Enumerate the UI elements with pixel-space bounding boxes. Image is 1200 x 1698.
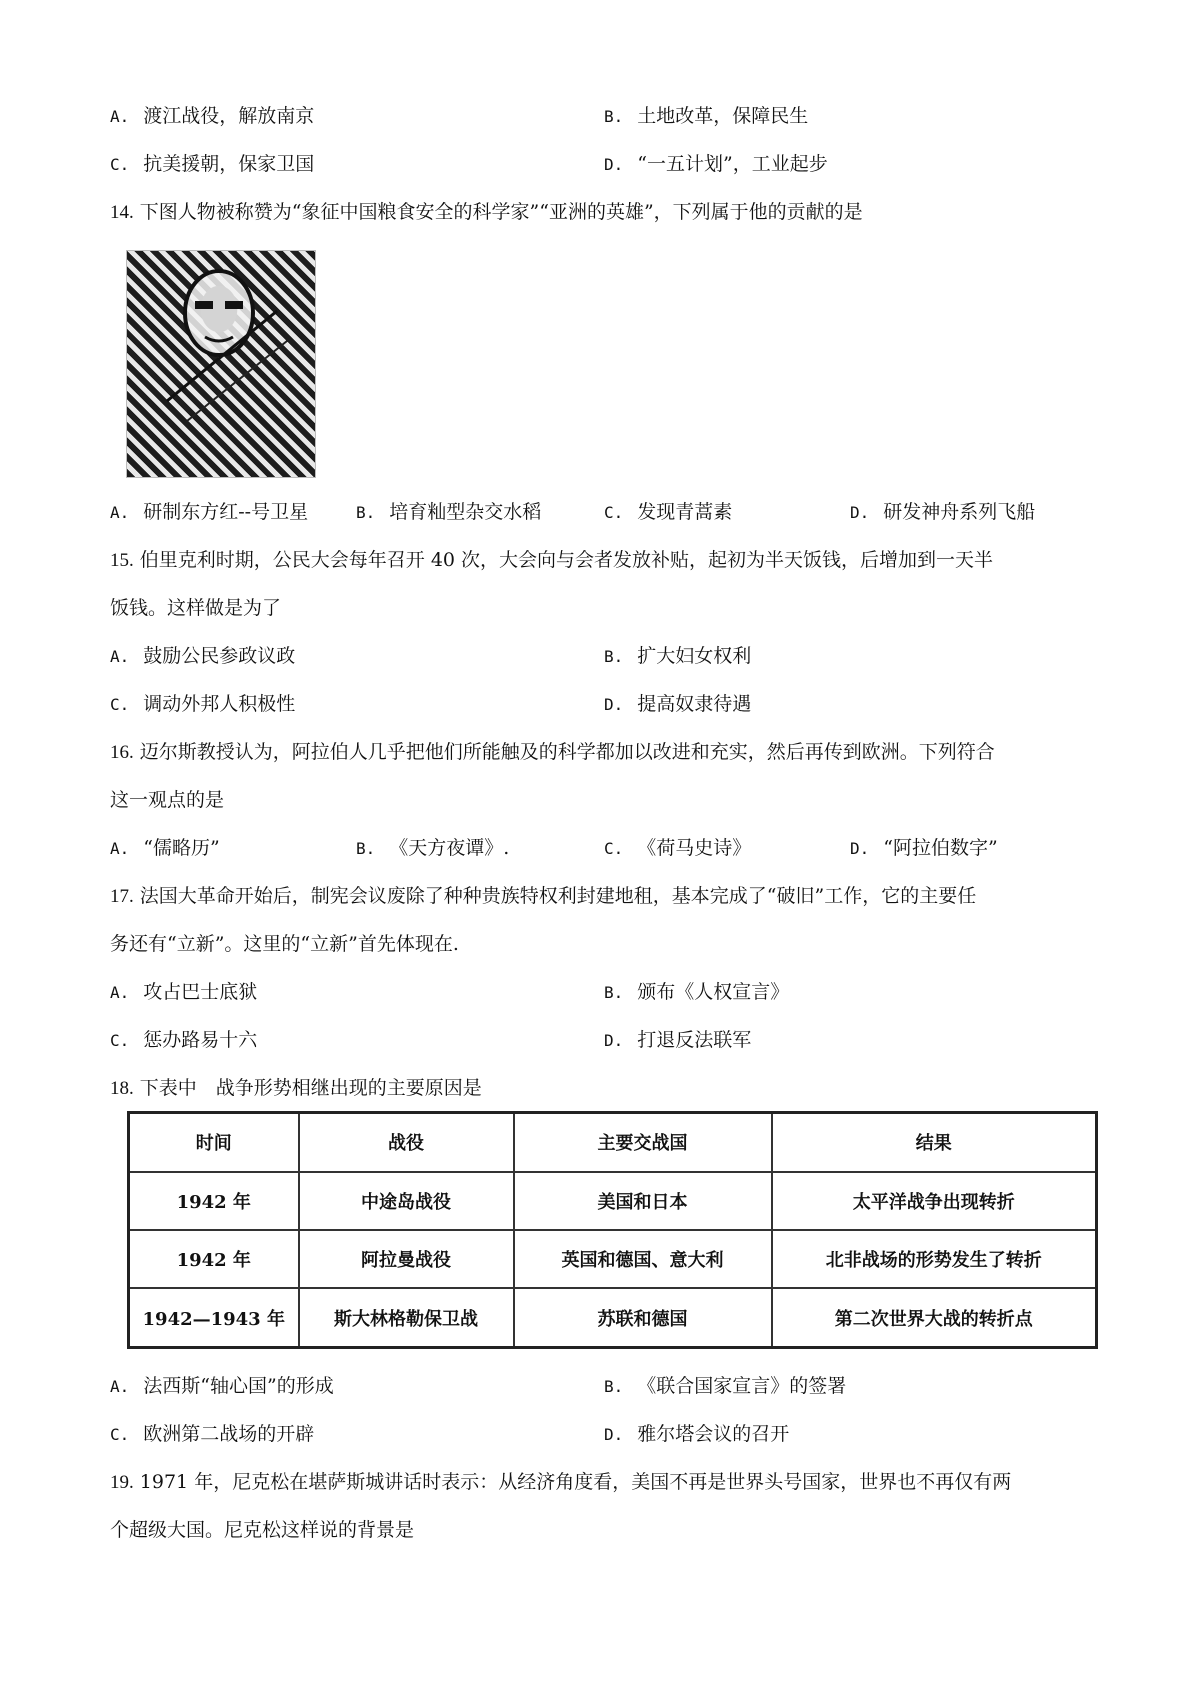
option-text: 《天方夜谭》.: [389, 837, 510, 859]
option-letter: A.: [110, 983, 130, 1002]
option-text: 提高奴隶待遇: [637, 693, 752, 715]
option-text: 研制东方红--号卫星: [143, 501, 309, 523]
table-header-cell: 结果: [772, 1113, 1097, 1172]
q17-stem-line1: [110, 884, 976, 909]
option-text: 颁布《人权宣言》: [637, 981, 790, 1003]
q15-option-c: [110, 692, 295, 717]
battle-table: [127, 1111, 1098, 1349]
option-text: 抗美援朝，保家卫国: [143, 153, 315, 175]
option-letter: B.: [604, 983, 624, 1002]
option-letter: D.: [604, 155, 624, 174]
q13-option-b: [604, 104, 808, 129]
table-row: [129, 1288, 1097, 1347]
q16-option-a: [110, 836, 220, 861]
option-text: “儒略历”: [143, 837, 220, 859]
question-text: 个超级大国。尼克松这样说的背景是: [110, 1519, 415, 1541]
question-text: 1971 年，尼克松在堪萨斯城讲话时表示：从经济角度看，美国不再是世界头号国家，世界也不再仅有两: [139, 1471, 1012, 1493]
q13-option-a: [110, 104, 314, 129]
option-letter: D.: [604, 1031, 624, 1050]
q13-option-d: [604, 152, 828, 177]
q15-stem-line1: [110, 548, 993, 573]
scientist-photo: [126, 250, 316, 478]
q18-option-b: [604, 1374, 846, 1399]
option-letter: B.: [356, 503, 376, 522]
option-text: 培育籼型杂交水稻: [389, 501, 542, 523]
question-text: 务还有“立新”。这里的“立新”首先体现在.: [110, 933, 459, 955]
question-number: 19.: [110, 1472, 134, 1493]
option-letter: B.: [604, 647, 624, 666]
table-cell: 1942 年: [129, 1230, 299, 1288]
table-cell: 英国和德国、意大利: [514, 1230, 772, 1288]
table-cell: 苏联和德国: [514, 1288, 772, 1347]
option-text: “一五计划”，工业起步: [637, 153, 828, 175]
option-text: 《荷马史诗》: [637, 837, 752, 859]
table-cell: 1942 年: [129, 1172, 299, 1230]
option-letter: A.: [110, 647, 130, 666]
question-number: 15.: [110, 550, 134, 571]
table-cell: 1942—1943 年: [129, 1288, 299, 1347]
q18-option-d: [604, 1422, 789, 1447]
q16-stem-line2: [110, 788, 224, 812]
q18-stem: [110, 1076, 482, 1101]
option-text: 攻占巴士底狱: [143, 981, 258, 1003]
q17-option-a: [110, 980, 257, 1005]
question-text: 伯里克利时期，公民大会每年召开 40 次，大会向与会者发放补贴，起初为半天饭钱，后增加到一天半: [139, 549, 994, 571]
option-text: 欧洲第二战场的开辟: [143, 1423, 315, 1445]
option-letter: C.: [110, 1031, 130, 1050]
question-number: 18.: [110, 1078, 134, 1099]
q15-option-a: [110, 644, 295, 669]
table-cell: 美国和日本: [514, 1172, 772, 1230]
table-cell: 第二次世界大战的转折点: [772, 1288, 1097, 1347]
question-text: 这一观点的是: [110, 789, 225, 811]
option-text: 调动外邦人积极性: [143, 693, 296, 715]
q16-option-d: [850, 836, 998, 861]
table-header-cell: 主要交战国: [514, 1113, 772, 1172]
option-letter: D.: [850, 839, 870, 858]
q15-option-b: [604, 644, 751, 669]
q17-stem-line2: [110, 932, 459, 956]
option-letter: C.: [110, 695, 130, 714]
option-letter: C.: [110, 1425, 130, 1444]
option-text: 惩办路易十六: [143, 1029, 258, 1051]
question-number: 17.: [110, 886, 134, 907]
q16-option-b: [356, 836, 509, 861]
option-text: 发现青蒿素: [637, 501, 733, 523]
q14-option-a: [110, 500, 308, 525]
option-letter: B.: [604, 1377, 624, 1396]
q19-stem-line2: [110, 1518, 414, 1542]
q16-option-c: [604, 836, 751, 861]
table-cell: 阿拉曼战役: [299, 1230, 514, 1288]
question-text: 饭钱。这样做是为了: [110, 597, 282, 619]
option-text: 《联合国家宣言》的签署: [637, 1375, 847, 1397]
q16-stem-line1: [110, 740, 995, 765]
option-letter: B.: [604, 107, 624, 126]
option-letter: C.: [604, 503, 624, 522]
question-text: 下图人物被称赞为“象征中国粮食安全的科学家”“亚洲的英雄”，下列属于他的贡献的是: [139, 201, 863, 223]
q18-option-a: [110, 1374, 334, 1399]
table-cell: 中途岛战役: [299, 1172, 514, 1230]
option-letter: C.: [604, 839, 624, 858]
option-text: 扩大妇女权利: [637, 645, 752, 667]
question-text: 下表中 战争形势相继出现的主要原因是: [139, 1077, 482, 1099]
q18-option-c: [110, 1422, 314, 1447]
option-text: 鼓励公民参政议政: [143, 645, 296, 667]
q17-option-d: [604, 1028, 751, 1053]
option-letter: B.: [356, 839, 376, 858]
option-letter: A.: [110, 503, 130, 522]
question-number: 16.: [110, 742, 134, 763]
table-cell: 斯大林格勒保卫战: [299, 1288, 514, 1347]
table-row: [129, 1230, 1097, 1288]
table-header-cell: 战役: [299, 1113, 514, 1172]
q14-stem: [110, 200, 863, 225]
option-text: 雅尔塔会议的召开: [637, 1423, 790, 1445]
option-letter: D.: [604, 695, 624, 714]
option-letter: A.: [110, 107, 130, 126]
option-text: 土地改革，保障民生: [637, 105, 809, 127]
option-letter: A.: [110, 1377, 130, 1396]
table-header-cell: 时间: [129, 1113, 299, 1172]
question-number: 14.: [110, 202, 134, 223]
q15-stem-line2: [110, 596, 281, 620]
q14-option-d: [850, 500, 1035, 525]
q13-option-c: [110, 152, 314, 177]
option-text: 渡江战役，解放南京: [143, 105, 315, 127]
table-cell: 太平洋战争出现转折: [772, 1172, 1097, 1230]
option-text: 研发神舟系列飞船: [883, 501, 1036, 523]
question-text: 迈尔斯教授认为，阿拉伯人几乎把他们所能触及的科学都加以改进和充实，然后再传到欧洲。下列符合: [139, 741, 995, 763]
option-letter: D.: [604, 1425, 624, 1444]
table-cell: 北非战场的形势发生了转折: [772, 1230, 1097, 1288]
q17-option-c: [110, 1028, 257, 1053]
option-text: “阿拉伯数字”: [883, 837, 998, 859]
q14-option-c: [604, 500, 732, 525]
option-letter: D.: [850, 503, 870, 522]
q19-stem-line1: [110, 1470, 1011, 1495]
option-letter: C.: [110, 155, 130, 174]
question-text: 法国大革命开始后，制宪会议废除了种种贵族特权利封建地租，基本完成了“破旧”工作，它的主要任: [139, 885, 977, 907]
q15-option-d: [604, 692, 751, 717]
option-text: 打退反法联军: [637, 1029, 752, 1051]
table-header-row: [129, 1113, 1097, 1172]
option-text: 法西斯“轴心国”的形成: [143, 1375, 334, 1397]
q14-option-b: [356, 500, 541, 525]
q17-option-b: [604, 980, 789, 1005]
option-letter: A.: [110, 839, 130, 858]
table-row: [129, 1172, 1097, 1230]
portrait-figure: [127, 251, 315, 477]
